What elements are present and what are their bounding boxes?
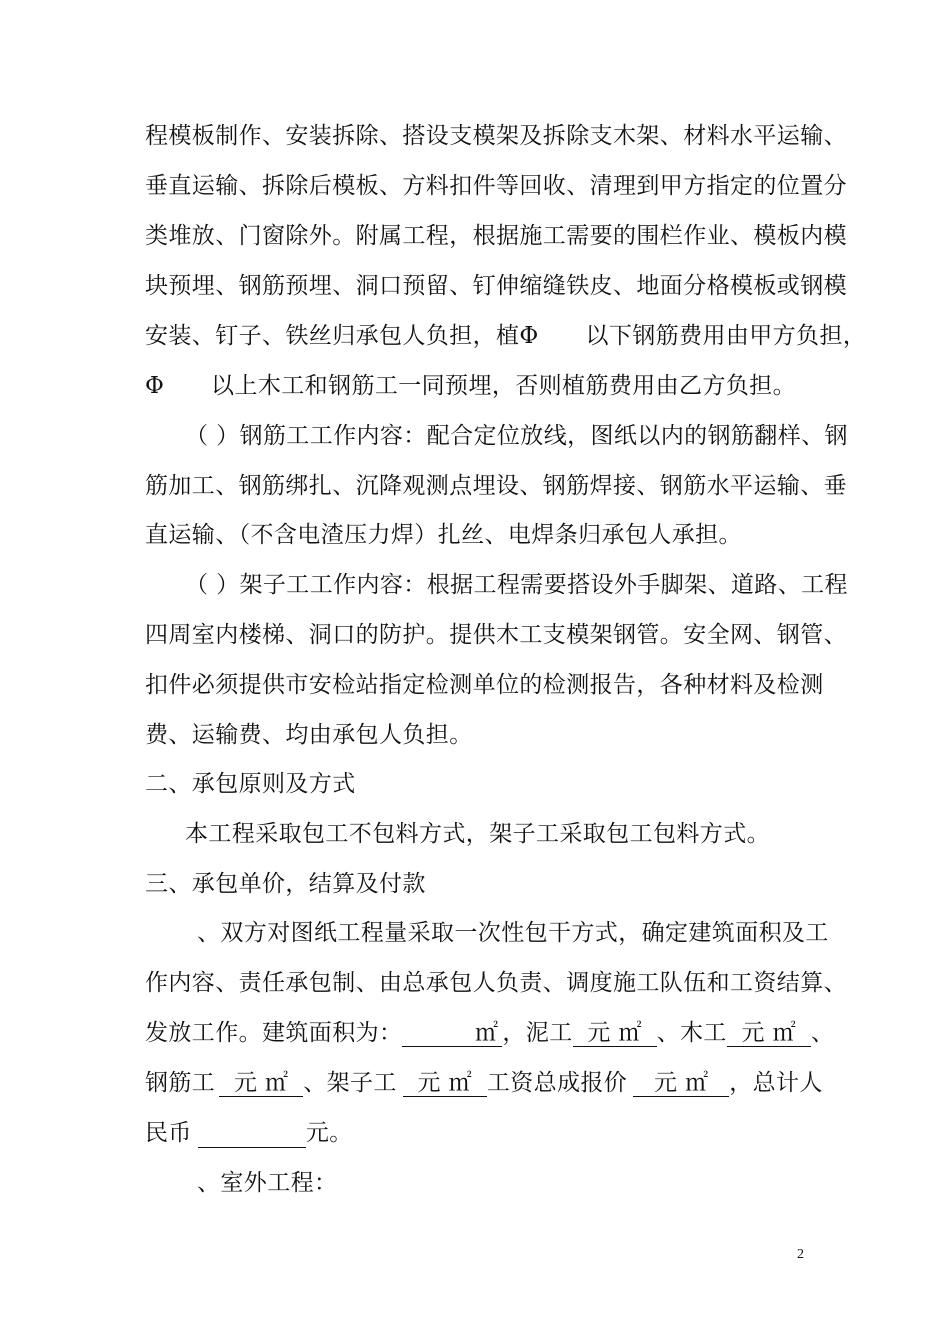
text-segment: 工资总成报价 — [486, 1070, 628, 1096]
text-segment: 钢筋工 — [145, 1070, 216, 1096]
paragraph-line: 程模板制作、安装拆除、搭设支模架及拆除支木架、材料水平运输、 — [145, 123, 847, 149]
paragraph-line: 扣件必须提供市安检站指定检测单位的检测报告，各种材料及检测 — [145, 672, 824, 698]
paragraph-line: 直运输、（不含电渣压力焊）扎丝、电焊条归承包人承担。 — [145, 522, 742, 548]
section-heading: 二、承包原则及方式 — [145, 771, 356, 797]
section-heading: 三、承包单价，结算及付款 — [145, 871, 426, 897]
page-number: 2 — [797, 1247, 804, 1262]
paragraph-line-with-blanks — [145, 1068, 823, 1098]
blank-field-total-price: 元 ㎡ — [633, 1070, 729, 1097]
paragraph-line-with-blanks — [145, 1018, 834, 1048]
blank-field-mason: 元 ㎡ — [573, 1020, 657, 1047]
text-segment: 民币 — [145, 1120, 192, 1146]
blank-field-carpenter: 元 ㎡ — [727, 1020, 811, 1047]
text-segment: 元。 — [305, 1120, 353, 1146]
text-segment: 、 — [810, 1020, 835, 1046]
paragraph-line: Φ 以上木工和钢筋工一同预埋，否则植筋费用由乙方负担。 — [145, 373, 797, 399]
blank-field-area: ㎡ — [402, 1020, 502, 1047]
blank-field-scaffold: 元 ㎡ — [403, 1070, 487, 1097]
paragraph-line: （ ）架子工工作内容：根据工程需要搭设外手脚架、道路、工程 — [185, 572, 848, 598]
paragraph-line: （ ）钢筋工工作内容：配合定位放线，图纸以内的钢筋翻样、钢 — [185, 423, 848, 449]
text-segment: 、木工 — [656, 1020, 727, 1046]
paragraph-line: 、双方对图纸工程量采取一次性包干方式，确定建筑面积及工 — [197, 920, 829, 946]
paragraph-line-with-blanks — [145, 1118, 353, 1148]
text-segment: ，总计人 — [729, 1070, 823, 1096]
blank-field-total-rmb — [198, 1121, 306, 1148]
paragraph-line: 安装、钉子、铁丝归承包人负担，植Φ 以下钢筋费用由甲方负担， — [145, 323, 867, 349]
paragraph-line: 四周室内楼梯、洞口的防护。提供木工支模架钢管。安全网、钢管、 — [145, 622, 847, 648]
text-segment: 发放工作。建筑面积为： — [145, 1020, 403, 1046]
paragraph-line: 、室外工程： — [197, 1170, 338, 1196]
paragraph-line: 筋加工、钢筋绑扎、沉降观测点埋设、钢筋焊接、钢筋水平运输、垂 — [145, 473, 847, 499]
paragraph-line: 本工程采取包工不包料方式，架子工采取包工包料方式。 — [185, 821, 770, 847]
paragraph-line: 费、运输费、均由承包人负担。 — [145, 722, 473, 748]
paragraph-line: 垂直运输、拆除后模板、方料扣件等回收、清理到甲方指定的位置分 — [145, 173, 847, 199]
text-segment: 、架子工 — [303, 1070, 397, 1096]
paragraph-line: 类堆放、门窗除外。附属工程，根据施工需要的围栏作业、模板内模 — [145, 223, 847, 249]
paragraph-line: 作内容、责任承包制、由总承包人负责、调度施工队伍和工资结算、 — [145, 970, 847, 996]
text-segment: ，泥工 — [502, 1020, 573, 1046]
paragraph-line: 块预埋、钢筋预埋、洞口预留、钉伸缩缝铁皮、地面分格模板或钢模 — [145, 273, 847, 299]
blank-field-rebar: 元 ㎡ — [219, 1070, 303, 1097]
